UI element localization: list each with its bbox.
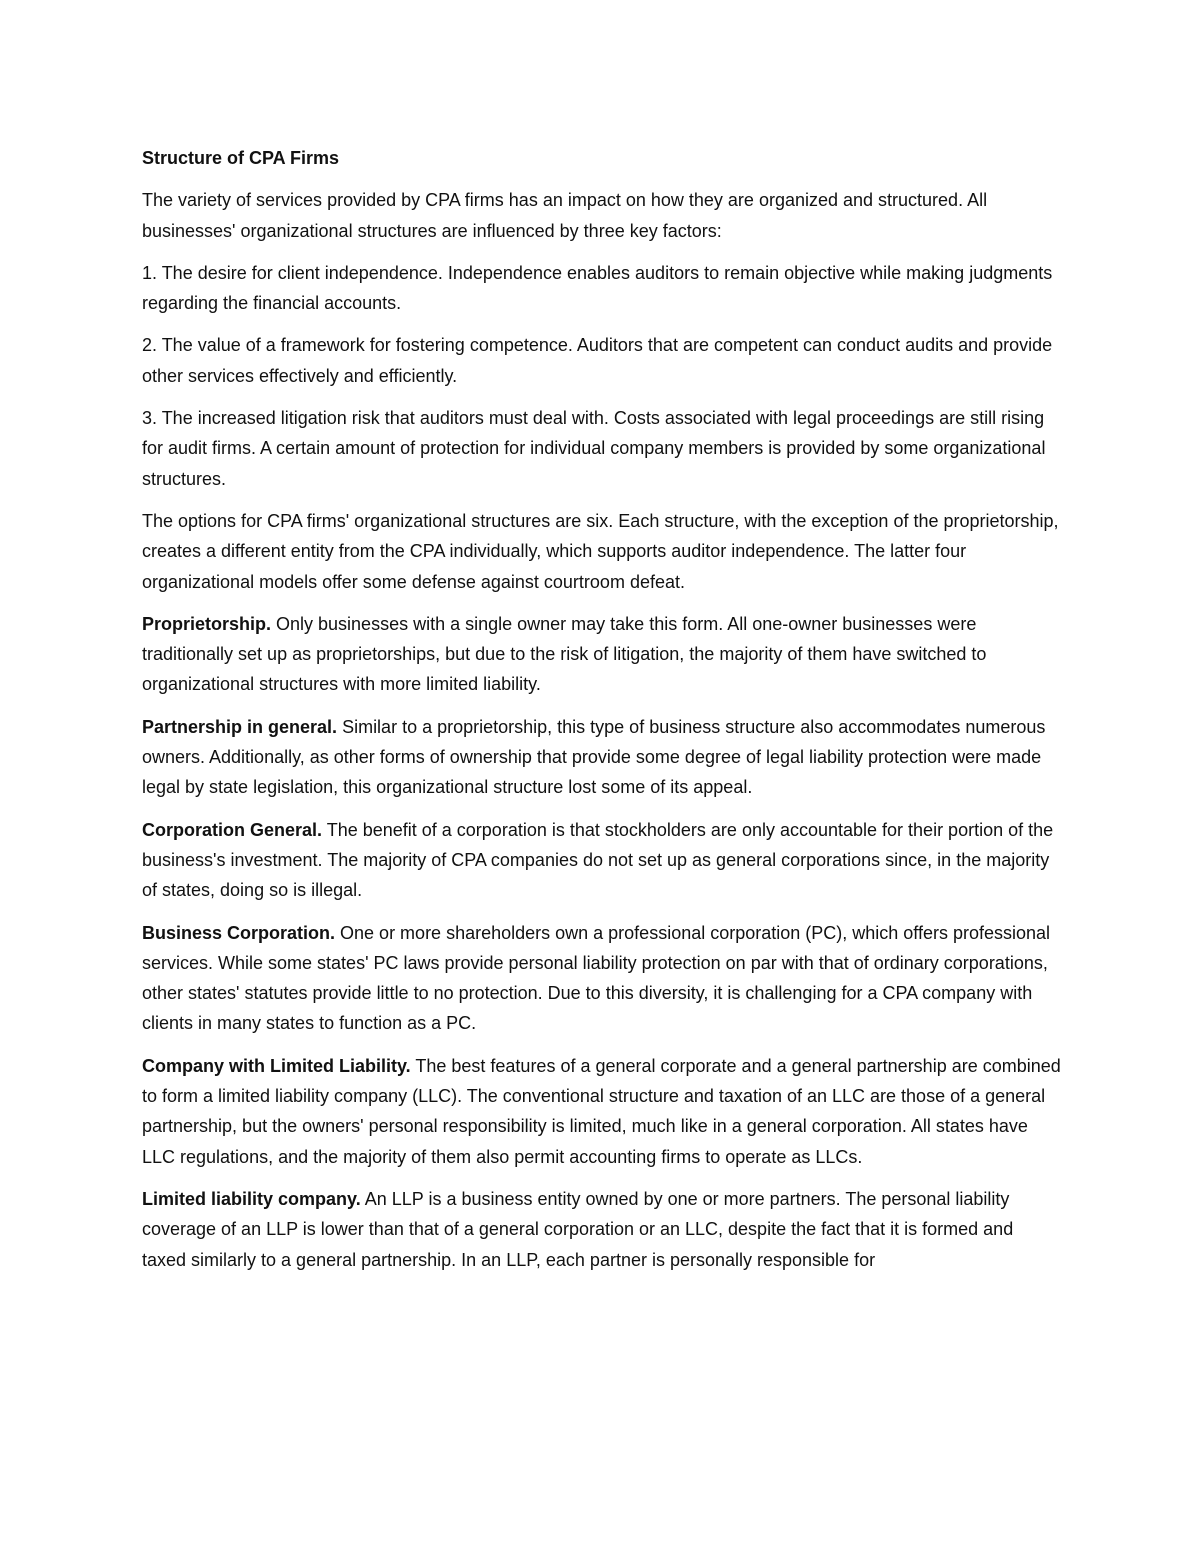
- structure-professional-corporation: [142, 918, 1062, 1039]
- document-title: Structure of CPA Firms: [142, 148, 340, 168]
- structure-general-corporation: [142, 815, 1062, 906]
- intro-paragraph: The variety of services provided by CPA firms has an impact on how they are organized and structured. All businesses' organizational structures are influenced by three key factors:: [142, 190, 988, 241]
- structure-heading: Partnership in general.: [142, 716, 338, 737]
- factor-2-paragraph: 2. The value of a framework for fostering competence. Auditors that are competent can conduct audits and provide other services effectively and efficiently.: [142, 335, 1053, 386]
- structure-text: One or more shareholders own a professional corporation (PC), which offers professional services. While some states' PC laws provide personal liability protection on par with that of ordinary corporations, other states' statutes provide little to no protection. Due to this diversity, it is challenging for a CPA company with clients in many states to function as a PC.: [142, 922, 1051, 1034]
- structure-text: Similar to a proprietorship, this type of business structure also accommodates numerous owners. Additionally, as other forms of ownership that provide some degree of legal liability protection were made legal by state legislation, this organizational structure lost some of its appeal.: [142, 716, 1046, 798]
- document-body: [142, 143, 1062, 1287]
- structure-llp: [142, 1184, 1062, 1275]
- factor-1-paragraph: 1. The desire for client independence. Independence enables auditors to remain objective while making judgments regarding the financial accounts.: [142, 262, 1053, 314]
- structure-text: The best features of a general corporate and a general partnership are combined to form a limited liability company (LLC). The conventional structure and taxation of an LLC are those of a general partnership, but the owners' personal responsibility is limited, much like in a general corporation. All states have LLC regulations, and the majority of them also permit accounting firms to operate as LLCs.: [142, 1055, 1061, 1167]
- structure-text: Only businesses with a single owner may take this form. All one-owner businesses were traditionally set up as proprietorships, but due to the risk of litigation, the majority of them have switched to organizational structures with more limited liability.: [142, 613, 987, 695]
- factor-3-paragraph: 3. The increased litigation risk that auditors must deal with. Costs associated with legal proceedings are still rising for audit firms. A certain amount of protection for individual company members is provided by some organizational structures.: [142, 408, 1046, 489]
- structure-heading: Corporation General.: [142, 819, 323, 840]
- structure-text: The benefit of a corporation is that stockholders are only accountable for their portion of the business's investment. The majority of CPA companies do not set up as general corporations since, in the majority of states, doing so is illegal.: [142, 819, 1054, 901]
- structure-general-partnership: [142, 712, 1062, 803]
- structure-proprietorship: [142, 609, 1062, 700]
- structure-heading: Company with Limited Liability.: [142, 1055, 411, 1076]
- structure-heading: Business Corporation.: [142, 922, 336, 943]
- structure-heading: Proprietorship.: [142, 613, 272, 634]
- options-paragraph: The options for CPA firms' organizational structures are six. Each structure, with the exception of the proprietorship, creates a different entity from the CPA individually, which supports auditor independence. The latter four organizational models offer some defense against courtroom defeat.: [142, 510, 1059, 592]
- structure-heading: Limited liability company.: [142, 1188, 361, 1209]
- structure-llc: [142, 1051, 1062, 1172]
- structure-text: An LLP is a business entity owned by one or more partners. The personal liability coverage of an LLP is lower than that of a general corporation or an LLC, despite the fact that it is formed and taxed similarly to a general partnership. In an LLP, each partner is personally responsible for: [142, 1188, 1014, 1270]
